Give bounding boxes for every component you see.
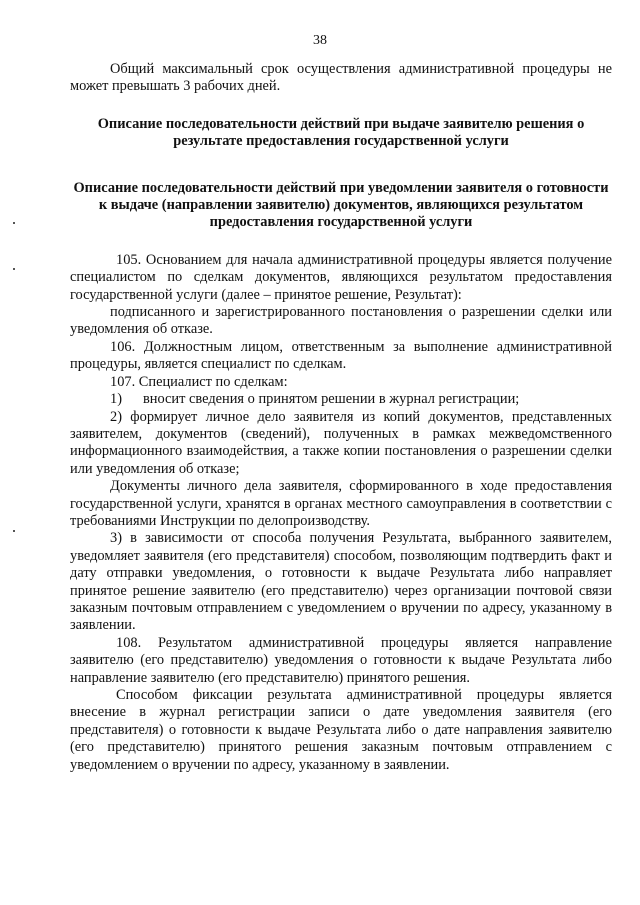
paragraph-106: 106. Должностным лицом, ответственным за выполнение административной процедуры, является специалист по сделкам. bbox=[70, 338, 612, 373]
margin-mark bbox=[13, 268, 15, 270]
paragraph-107: 107. Специалист по сделкам: bbox=[110, 373, 288, 390]
margin-mark bbox=[13, 530, 15, 532]
list-item-number: 1) bbox=[110, 391, 122, 408]
document-body bbox=[70, 61, 612, 774]
list-item-2: 2) формирует личное дело заявителя из копий документов, представленных заявителем, документов (сведений), полученных в рамках межведомственного информационного взаимодействия, а также копии постановления о разрешении сделки или уведомления об отказе; bbox=[70, 408, 612, 477]
list-item-3: 3) в зависимости от способа получения Результата, выбранного заявителем, уведомляет заявителя (его представителя) способом, позволяющим подтвердить факт и дату отправки уведомления, о готовности к выдаче Результата либо направляет принятое решение заявителю (его представителю) через организации почтовой связи заказным почтовым отправлением с уведомлением о вручении по адресу, указанному в заявлении. bbox=[70, 530, 612, 634]
fixation-paragraph: Способом фиксации результата административной процедуры является внесение в журнал регистрации записи о дате уведомления заявителя (его представителя) о готовности к выдаче Результата либо о дате направления заявителю (его представителю) принятого решения заказным почтовым отправлением с уведомлением о вручении по адресу, указанному в заявлении. bbox=[70, 687, 612, 773]
section-heading-issuance: Описание последовательности действий при выдаче заявителю решения о результате предоставления государственной услуги bbox=[97, 115, 585, 150]
intro-paragraph: Общий максимальный срок осуществления административной процедуры не может превышать 3 рабочих дней. bbox=[70, 61, 612, 95]
paragraph-108: 108. Результатом административной процедуры является направление заявителю (его представителю) уведомления о готовности к выдаче Результата либо направление заявителю (его представителю) принятого решения. bbox=[70, 634, 612, 686]
paragraph-105: 105. Основанием для начала административной процедуры является получение специалистом по сделкам документов, являющихся результатом предоставления государственной услуги (далее – принятое решение, Результат): bbox=[70, 251, 612, 303]
section-heading-notification: Описание последовательности действий при уведомлении заявителя о готовности к выдаче (направлении заявителю) документов, являющихся результатом предоставления государственной услуги bbox=[73, 179, 609, 231]
list-item-1 bbox=[70, 391, 612, 408]
page-number: 38 bbox=[313, 33, 327, 48]
personal-file-paragraph: Документы личного дела заявителя, сформированного в ходе предоставления государственной услуги, хранятся в органах местного самоуправления в соответствии с требованиями Инструкции по делопроизводству. bbox=[70, 478, 612, 529]
margin-mark bbox=[13, 222, 15, 224]
paragraph-105-sub: подписанного и зарегистрированного постановления о разрешении сделки или уведомления об отказе. bbox=[70, 304, 612, 338]
list-item-text: вносит сведения о принятом решении в журнал регистрации; bbox=[143, 391, 520, 408]
